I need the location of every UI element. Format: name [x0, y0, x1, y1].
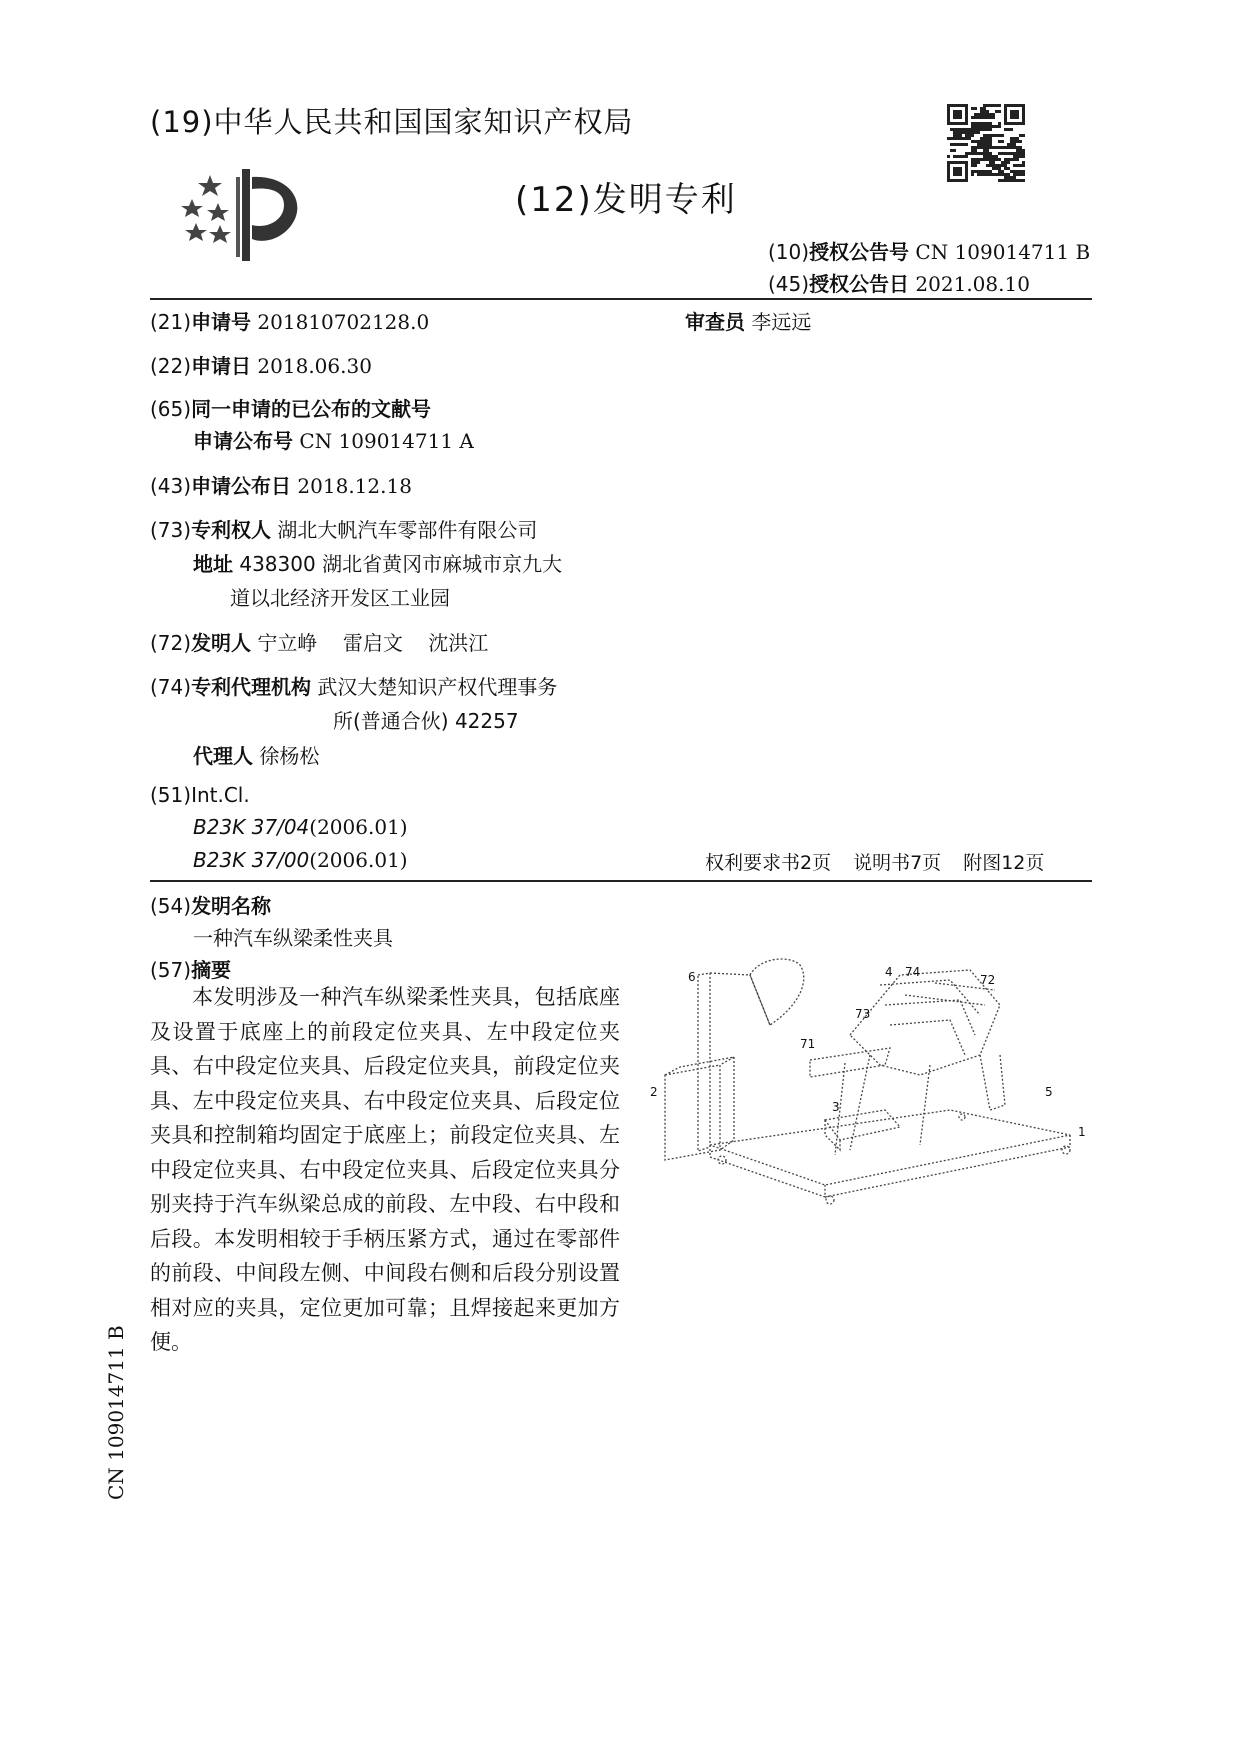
- ipc-version: (2006.01): [309, 815, 408, 839]
- figure-label: 73: [855, 1007, 871, 1021]
- type-name: 发明专利: [592, 180, 737, 220]
- field-label: 申请号: [191, 310, 252, 334]
- field-code: (51): [150, 783, 192, 807]
- field-code: (21): [150, 310, 192, 334]
- side-publication-number: CN 109014711 B: [104, 1325, 128, 1500]
- abstract-label: [150, 954, 231, 983]
- field-value: 武汉大楚知识产权代理事务: [317, 675, 558, 699]
- figure-label: 4: [885, 965, 893, 979]
- grant-publication-number: [768, 236, 1090, 265]
- abstract-paragraph: 本发明涉及一种汽车纵梁柔性夹具，包括底座及设置于底座上的前段定位夹具、左中段定位夹具、右中段定位夹具、后段定位夹具，前段定位夹具、左中段定位夹具、右中段定位夹具、后段定位夹具和控制箱均固定于底座上；前段定位夹具、左中段定位夹具、右中段定位夹具、后段定位夹具分别夹持于汽车纵梁总成的前段、左中段、右中段和后段。本发明相较于手柄压紧方式，通过在零部件的前段、中间段左侧、中间段右侧和后段分别设置相对应的夹具，定位更加可靠；且焊接起来更加方便。: [150, 985, 620, 1354]
- document-type-heading: [515, 172, 737, 221]
- drawing-pages: 附图12页: [963, 852, 1045, 874]
- publication-date: [150, 470, 412, 499]
- field-code: (65): [150, 397, 192, 421]
- filing-date: [150, 350, 372, 379]
- inventor-name: 宁立峥: [257, 631, 318, 655]
- field-label: Int.Cl.: [191, 783, 250, 807]
- pub-no-value: CN 109014711 B: [915, 240, 1091, 264]
- ipc-class: B23K 37/04: [193, 815, 310, 839]
- office-code: (19): [150, 105, 214, 139]
- field-code: (73): [150, 518, 192, 542]
- figure-label: 74: [905, 965, 921, 979]
- agency-line2: [333, 705, 519, 734]
- examiner: [685, 306, 811, 335]
- field-label: 发明人: [191, 631, 252, 655]
- inventor-name: 沈洪江: [428, 631, 489, 655]
- patentee-address: [193, 548, 562, 577]
- title-label: [150, 890, 271, 919]
- field-label: 发明名称: [191, 894, 272, 918]
- field-code: (57): [150, 958, 192, 982]
- claims-pages: 权利要求书2页: [705, 852, 832, 874]
- ipc-version: (2006.01): [309, 848, 408, 872]
- field-label: 专利代理机构: [191, 675, 312, 699]
- field-value: 湖北大帆汽车零部件有限公司: [277, 518, 538, 542]
- qr-code: [947, 104, 1025, 182]
- invention-title: [193, 922, 393, 951]
- field-label: 地址: [193, 552, 233, 576]
- prior-publication-number: [193, 425, 474, 454]
- field-value: 徐杨松: [259, 744, 320, 768]
- inventors: [150, 627, 488, 656]
- field-value: 李远远: [751, 310, 812, 334]
- field-code: (72): [150, 631, 192, 655]
- pub-date-value: 2021.08.10: [915, 272, 1030, 296]
- office-name: 中华人民共和国国家知识产权局: [213, 105, 634, 139]
- pub-no-label: 授权公告号: [809, 240, 910, 264]
- figure-label: 2: [650, 1085, 658, 1099]
- agent: [193, 740, 319, 769]
- biblio-divider: [150, 880, 1092, 882]
- ipc-entry: [193, 815, 408, 839]
- figure-label: 1: [1078, 1125, 1086, 1139]
- field-value: 2018.06.30: [257, 354, 372, 378]
- field-label: 代理人: [193, 744, 253, 768]
- field-value: 所(普通合伙) 42257: [333, 709, 519, 733]
- type-code: (12): [515, 180, 593, 220]
- field-value: 201810702128.0: [257, 310, 430, 334]
- field-code: (43): [150, 474, 192, 498]
- field-label: 申请公布日: [191, 474, 292, 498]
- field-code: (22): [150, 354, 192, 378]
- figure-label: 3: [832, 1100, 840, 1114]
- ipc-class: B23K 37/00: [193, 848, 310, 872]
- cnipa-logo: [180, 165, 320, 265]
- application-number: [150, 306, 429, 335]
- field-label: 审查员: [685, 310, 745, 334]
- field-value: 道以北经济开发区工业园: [230, 586, 450, 610]
- field-label: 专利权人: [191, 518, 272, 542]
- figure-label: 72: [980, 973, 996, 987]
- field-label: 同一申请的已公布的文献号: [191, 397, 432, 421]
- agency: [150, 671, 557, 700]
- figure-label: 5: [1045, 1085, 1053, 1099]
- ipc-heading: [150, 783, 250, 807]
- prior-publication: [150, 393, 431, 422]
- field-value: 438300 湖北省黄冈市麻城市京九大: [239, 552, 563, 576]
- header-divider: [150, 298, 1092, 300]
- office-heading: [150, 100, 634, 141]
- ipc-entry: [193, 848, 408, 872]
- patentee-address-line2: [230, 582, 450, 611]
- figure-label: 6: [688, 970, 696, 984]
- pub-date-code: (45): [768, 272, 810, 296]
- field-code: (74): [150, 675, 192, 699]
- pub-no-code: (10): [768, 240, 810, 264]
- figure-label: 71: [800, 1037, 816, 1051]
- field-label: 摘要: [191, 958, 232, 982]
- field-value: 2018.12.18: [297, 474, 412, 498]
- inventor-name: 雷启文: [342, 631, 403, 655]
- description-pages: 说明书7页: [853, 852, 942, 874]
- pub-date-label: 授权公告日: [809, 272, 910, 296]
- abstract-text: [150, 980, 620, 1360]
- field-code: (54): [150, 894, 192, 918]
- patentee: [150, 514, 537, 543]
- page-counts: [705, 848, 1066, 875]
- field-value: 一种汽车纵梁柔性夹具: [193, 926, 393, 950]
- grant-publication-date: [768, 268, 1030, 297]
- field-label: 申请公布号: [193, 429, 293, 453]
- field-value: CN 109014711 A: [299, 429, 474, 453]
- abstract-figure: [650, 945, 1090, 1235]
- field-label: 申请日: [191, 354, 252, 378]
